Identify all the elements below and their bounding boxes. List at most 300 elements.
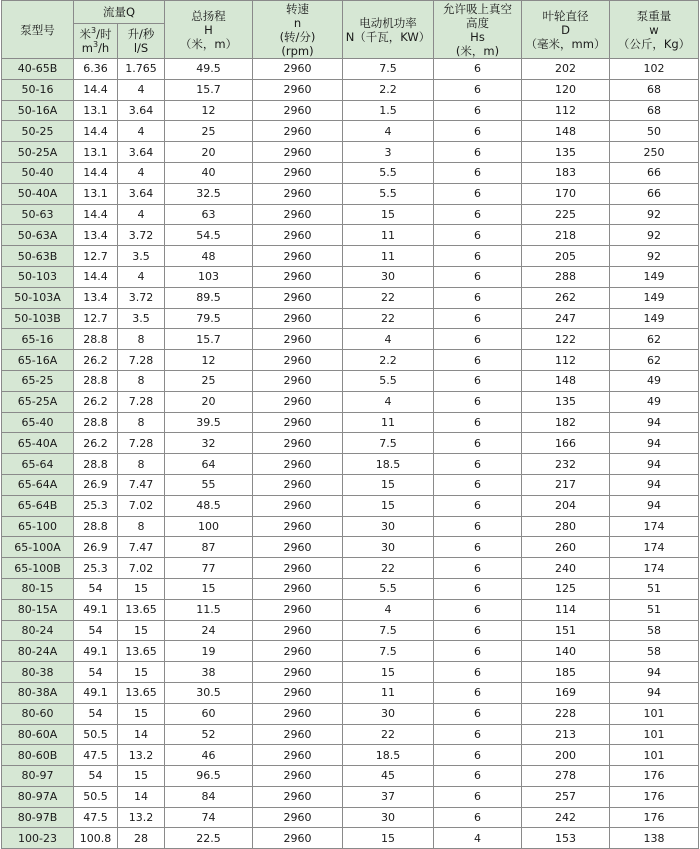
table-row bbox=[2, 225, 699, 246]
cell-model: 80-60 bbox=[2, 703, 74, 724]
cell-weight: 102 bbox=[610, 59, 699, 80]
cell-weight: 174 bbox=[610, 516, 699, 537]
cell-flow-ls: 7.47 bbox=[118, 537, 165, 558]
cell-speed: 2960 bbox=[253, 537, 343, 558]
cell-flow-m3h: 26.2 bbox=[74, 391, 118, 412]
table-row bbox=[2, 578, 699, 599]
cell-speed: 2960 bbox=[253, 59, 343, 80]
header-model bbox=[2, 1, 74, 59]
cell-suction: 6 bbox=[434, 474, 522, 495]
cell-suction: 6 bbox=[434, 766, 522, 787]
cell-flow-ls: 15 bbox=[118, 703, 165, 724]
cell-speed: 2960 bbox=[253, 266, 343, 287]
cell-flow-m3h: 12.7 bbox=[74, 308, 118, 329]
cell-head: 87 bbox=[165, 537, 253, 558]
cell-head: 89.5 bbox=[165, 287, 253, 308]
cell-head: 32 bbox=[165, 433, 253, 454]
cell-speed: 2960 bbox=[253, 766, 343, 787]
table-body bbox=[2, 59, 699, 849]
cell-head: 46 bbox=[165, 745, 253, 766]
cell-flow-m3h: 54 bbox=[74, 620, 118, 641]
cell-speed: 2960 bbox=[253, 641, 343, 662]
cell-model: 65-16A bbox=[2, 350, 74, 371]
cell-power: 18.5 bbox=[343, 745, 434, 766]
cell-impeller: 182 bbox=[522, 412, 610, 433]
cell-power: 30 bbox=[343, 266, 434, 287]
cell-power: 30 bbox=[343, 537, 434, 558]
header-flow-ls-cn: 升/秒 bbox=[127, 27, 155, 41]
cell-suction: 6 bbox=[434, 599, 522, 620]
cell-weight: 58 bbox=[610, 620, 699, 641]
cell-speed: 2960 bbox=[253, 474, 343, 495]
header-speed-unit-cn: (转/分) bbox=[279, 29, 316, 44]
cell-flow-m3h: 26.2 bbox=[74, 433, 118, 454]
cell-flow-ls: 4 bbox=[118, 121, 165, 142]
cell-flow-m3h: 47.5 bbox=[74, 745, 118, 766]
cell-impeller: 280 bbox=[522, 516, 610, 537]
cell-flow-m3h: 28.8 bbox=[74, 454, 118, 475]
table-row bbox=[2, 266, 699, 287]
cell-head: 22.5 bbox=[165, 828, 253, 849]
cell-impeller: 148 bbox=[522, 121, 610, 142]
cell-flow-ls: 4 bbox=[118, 266, 165, 287]
cell-weight: 176 bbox=[610, 807, 699, 828]
cell-suction: 6 bbox=[434, 537, 522, 558]
header-flow-m3h-en-unit: m bbox=[81, 41, 93, 55]
cell-flow-m3h: 54 bbox=[74, 662, 118, 683]
cell-suction: 6 bbox=[434, 641, 522, 662]
cell-weight: 101 bbox=[610, 745, 699, 766]
cell-power: 22 bbox=[343, 287, 434, 308]
cell-power: 30 bbox=[343, 807, 434, 828]
cell-weight: 250 bbox=[610, 142, 699, 163]
cell-head: 15 bbox=[165, 578, 253, 599]
cell-model: 65-25A bbox=[2, 391, 74, 412]
table-row bbox=[2, 558, 699, 579]
cell-head: 63 bbox=[165, 204, 253, 225]
cell-weight: 58 bbox=[610, 641, 699, 662]
cell-power: 45 bbox=[343, 766, 434, 787]
header-suction bbox=[434, 1, 522, 59]
cell-power: 5.5 bbox=[343, 370, 434, 391]
cell-power: 7.5 bbox=[343, 59, 434, 80]
cell-speed: 2960 bbox=[253, 370, 343, 391]
cell-speed: 2960 bbox=[253, 495, 343, 516]
cell-model: 65-64A bbox=[2, 474, 74, 495]
header-speed bbox=[253, 1, 343, 59]
cell-suction: 6 bbox=[434, 433, 522, 454]
cell-model: 50-63A bbox=[2, 225, 74, 246]
cell-flow-ls: 13.2 bbox=[118, 807, 165, 828]
cell-head: 25 bbox=[165, 121, 253, 142]
cell-speed: 2960 bbox=[253, 516, 343, 537]
cell-power: 15 bbox=[343, 662, 434, 683]
table-row bbox=[2, 59, 699, 80]
cell-head: 15.7 bbox=[165, 79, 253, 100]
cell-speed: 2960 bbox=[253, 391, 343, 412]
table-row bbox=[2, 495, 699, 516]
header-weight-unit: （公斤，Kg） bbox=[617, 36, 691, 51]
cell-head: 79.5 bbox=[165, 308, 253, 329]
cell-impeller: 200 bbox=[522, 745, 610, 766]
cell-suction: 6 bbox=[434, 724, 522, 745]
header-impeller bbox=[522, 1, 610, 59]
cell-flow-ls: 8 bbox=[118, 329, 165, 350]
cell-impeller: 228 bbox=[522, 703, 610, 724]
cell-model: 80-24 bbox=[2, 620, 74, 641]
cell-flow-m3h: 28.8 bbox=[74, 329, 118, 350]
cell-model: 80-15 bbox=[2, 578, 74, 599]
cell-weight: 62 bbox=[610, 350, 699, 371]
cell-flow-ls: 15 bbox=[118, 620, 165, 641]
cell-impeller: 140 bbox=[522, 641, 610, 662]
table-row bbox=[2, 433, 699, 454]
cell-speed: 2960 bbox=[253, 79, 343, 100]
cell-speed: 2960 bbox=[253, 599, 343, 620]
table-row bbox=[2, 786, 699, 807]
header-flow-m3h-cn-unit: 米 bbox=[79, 27, 92, 41]
cell-model: 65-16 bbox=[2, 329, 74, 350]
cell-model: 50-103B bbox=[2, 308, 74, 329]
header-suction-title: 允许吸上真空 bbox=[443, 1, 512, 16]
cell-head: 12 bbox=[165, 350, 253, 371]
cell-weight: 176 bbox=[610, 786, 699, 807]
cell-flow-m3h: 14.4 bbox=[74, 162, 118, 183]
cell-model: 65-40 bbox=[2, 412, 74, 433]
cell-impeller: 278 bbox=[522, 766, 610, 787]
cell-flow-m3h: 100.8 bbox=[74, 828, 118, 849]
cell-speed: 2960 bbox=[253, 745, 343, 766]
cell-power: 4 bbox=[343, 391, 434, 412]
cell-flow-ls: 3.5 bbox=[118, 308, 165, 329]
cell-flow-m3h: 26.2 bbox=[74, 350, 118, 371]
header-speed-symbol: n bbox=[293, 15, 302, 30]
cell-flow-m3h: 28.8 bbox=[74, 516, 118, 537]
cell-flow-m3h: 13.4 bbox=[74, 287, 118, 308]
table-row bbox=[2, 745, 699, 766]
table-row bbox=[2, 329, 699, 350]
cell-weight: 149 bbox=[610, 266, 699, 287]
cell-speed: 2960 bbox=[253, 786, 343, 807]
cell-head: 100 bbox=[165, 516, 253, 537]
cell-head: 12 bbox=[165, 100, 253, 121]
header-power-unit: N（千瓦，KW） bbox=[345, 29, 431, 44]
cell-power: 7.5 bbox=[343, 433, 434, 454]
cell-flow-ls: 3.5 bbox=[118, 246, 165, 267]
table-row bbox=[2, 516, 699, 537]
cell-power: 15 bbox=[343, 204, 434, 225]
cell-impeller: 122 bbox=[522, 329, 610, 350]
cell-flow-m3h: 49.1 bbox=[74, 641, 118, 662]
cell-head: 77 bbox=[165, 558, 253, 579]
cell-suction: 6 bbox=[434, 287, 522, 308]
cell-suction: 6 bbox=[434, 59, 522, 80]
cell-flow-m3h: 50.5 bbox=[74, 724, 118, 745]
header-model-label: 泵型号 bbox=[20, 22, 55, 37]
cell-flow-ls: 8 bbox=[118, 454, 165, 475]
cell-impeller: 112 bbox=[522, 350, 610, 371]
cell-suction: 6 bbox=[434, 370, 522, 391]
cell-model: 50-40 bbox=[2, 162, 74, 183]
cell-suction: 6 bbox=[434, 682, 522, 703]
cell-flow-m3h: 49.1 bbox=[74, 682, 118, 703]
table-row bbox=[2, 142, 699, 163]
cell-suction: 6 bbox=[434, 391, 522, 412]
cell-suction: 6 bbox=[434, 142, 522, 163]
cell-model: 80-60A bbox=[2, 724, 74, 745]
cell-model: 65-100 bbox=[2, 516, 74, 537]
cell-flow-m3h: 54 bbox=[74, 766, 118, 787]
cell-model: 80-38 bbox=[2, 662, 74, 683]
cell-speed: 2960 bbox=[253, 412, 343, 433]
cell-impeller: 240 bbox=[522, 558, 610, 579]
cell-power: 11 bbox=[343, 412, 434, 433]
cell-flow-ls: 7.28 bbox=[118, 433, 165, 454]
cell-weight: 138 bbox=[610, 828, 699, 849]
header-flow bbox=[74, 1, 165, 24]
cell-flow-ls: 8 bbox=[118, 370, 165, 391]
cell-power: 22 bbox=[343, 724, 434, 745]
header-weight-symbol: w bbox=[649, 22, 659, 37]
cell-flow-ls: 3.64 bbox=[118, 183, 165, 204]
cell-suction: 6 bbox=[434, 703, 522, 724]
cell-suction: 6 bbox=[434, 329, 522, 350]
cell-head: 84 bbox=[165, 786, 253, 807]
cell-power: 22 bbox=[343, 308, 434, 329]
cell-model: 50-25A bbox=[2, 142, 74, 163]
cell-flow-m3h: 12.7 bbox=[74, 246, 118, 267]
table-row bbox=[2, 370, 699, 391]
cell-weight: 51 bbox=[610, 578, 699, 599]
table-row bbox=[2, 412, 699, 433]
cell-model: 50-63 bbox=[2, 204, 74, 225]
cell-flow-ls: 13.65 bbox=[118, 599, 165, 620]
cell-flow-ls: 13.2 bbox=[118, 745, 165, 766]
header-flow-label: 流量Q bbox=[102, 5, 136, 19]
cell-weight: 68 bbox=[610, 79, 699, 100]
cell-weight: 62 bbox=[610, 329, 699, 350]
cell-power: 3 bbox=[343, 142, 434, 163]
header-impeller-title: 叶轮直径 bbox=[542, 8, 589, 23]
cell-speed: 2960 bbox=[253, 724, 343, 745]
cell-impeller: 262 bbox=[522, 287, 610, 308]
cell-weight: 94 bbox=[610, 454, 699, 475]
cell-power: 4 bbox=[343, 121, 434, 142]
table-row bbox=[2, 79, 699, 100]
cell-head: 49.5 bbox=[165, 59, 253, 80]
header-flow-m3h-cn-sup: 3 bbox=[91, 26, 97, 36]
table-row bbox=[2, 620, 699, 641]
cell-head: 55 bbox=[165, 474, 253, 495]
cell-flow-m3h: 13.1 bbox=[74, 142, 118, 163]
cell-flow-m3h: 54 bbox=[74, 578, 118, 599]
cell-speed: 2960 bbox=[253, 225, 343, 246]
cell-impeller: 112 bbox=[522, 100, 610, 121]
cell-impeller: 257 bbox=[522, 786, 610, 807]
header-suction-symbol: Hs bbox=[470, 29, 485, 44]
cell-model: 80-97B bbox=[2, 807, 74, 828]
cell-flow-m3h: 26.9 bbox=[74, 474, 118, 495]
cell-weight: 101 bbox=[610, 703, 699, 724]
cell-flow-ls: 13.65 bbox=[118, 682, 165, 703]
cell-impeller: 232 bbox=[522, 454, 610, 475]
cell-flow-ls: 14 bbox=[118, 724, 165, 745]
cell-power: 7.5 bbox=[343, 641, 434, 662]
cell-speed: 2960 bbox=[253, 703, 343, 724]
table-row bbox=[2, 537, 699, 558]
cell-suction: 6 bbox=[434, 454, 522, 475]
cell-weight: 149 bbox=[610, 287, 699, 308]
table-row bbox=[2, 724, 699, 745]
cell-flow-ls: 15 bbox=[118, 662, 165, 683]
cell-flow-m3h: 13.1 bbox=[74, 100, 118, 121]
cell-weight: 94 bbox=[610, 662, 699, 683]
cell-suction: 6 bbox=[434, 495, 522, 516]
cell-power: 11 bbox=[343, 246, 434, 267]
cell-impeller: 202 bbox=[522, 59, 610, 80]
cell-head: 20 bbox=[165, 142, 253, 163]
cell-weight: 174 bbox=[610, 537, 699, 558]
header-flow-m3h-cn bbox=[74, 27, 117, 41]
cell-head: 60 bbox=[165, 703, 253, 724]
cell-speed: 2960 bbox=[253, 433, 343, 454]
cell-flow-ls: 7.28 bbox=[118, 350, 165, 371]
table-row bbox=[2, 766, 699, 787]
cell-suction: 6 bbox=[434, 79, 522, 100]
header-power bbox=[343, 1, 434, 59]
cell-power: 18.5 bbox=[343, 454, 434, 475]
cell-speed: 2960 bbox=[253, 204, 343, 225]
cell-flow-m3h: 26.9 bbox=[74, 537, 118, 558]
cell-flow-ls: 14 bbox=[118, 786, 165, 807]
cell-power: 30 bbox=[343, 703, 434, 724]
cell-suction: 6 bbox=[434, 100, 522, 121]
cell-weight: 94 bbox=[610, 682, 699, 703]
cell-head: 24 bbox=[165, 620, 253, 641]
cell-flow-m3h: 13.1 bbox=[74, 183, 118, 204]
cell-impeller: 213 bbox=[522, 724, 610, 745]
cell-power: 5.5 bbox=[343, 578, 434, 599]
cell-weight: 174 bbox=[610, 558, 699, 579]
cell-flow-ls: 1.765 bbox=[118, 59, 165, 80]
table-row bbox=[2, 474, 699, 495]
cell-speed: 2960 bbox=[253, 662, 343, 683]
header-speed-title: 转速 bbox=[286, 1, 309, 16]
header-head-symbol: H bbox=[204, 22, 213, 37]
header-speed-unit: (rpm) bbox=[281, 43, 314, 58]
cell-power: 37 bbox=[343, 786, 434, 807]
cell-weight: 49 bbox=[610, 391, 699, 412]
table-row bbox=[2, 682, 699, 703]
cell-suction: 6 bbox=[434, 807, 522, 828]
table-row bbox=[2, 246, 699, 267]
cell-impeller: 169 bbox=[522, 682, 610, 703]
cell-speed: 2960 bbox=[253, 246, 343, 267]
cell-model: 50-103 bbox=[2, 266, 74, 287]
header-suction-title-2: 高度 bbox=[466, 15, 489, 30]
cell-head: 52 bbox=[165, 724, 253, 745]
cell-impeller: 225 bbox=[522, 204, 610, 225]
cell-speed: 2960 bbox=[253, 162, 343, 183]
header-head-unit: （米，m） bbox=[179, 36, 238, 51]
cell-flow-m3h: 14.4 bbox=[74, 266, 118, 287]
cell-head: 54.5 bbox=[165, 225, 253, 246]
cell-speed: 2960 bbox=[253, 308, 343, 329]
cell-flow-m3h: 47.5 bbox=[74, 807, 118, 828]
table-row bbox=[2, 391, 699, 412]
table-row bbox=[2, 641, 699, 662]
table-row bbox=[2, 807, 699, 828]
cell-suction: 6 bbox=[434, 558, 522, 579]
table-header bbox=[2, 1, 699, 59]
cell-power: 5.5 bbox=[343, 183, 434, 204]
pump-spec-table bbox=[1, 0, 699, 849]
cell-weight: 94 bbox=[610, 495, 699, 516]
cell-impeller: 153 bbox=[522, 828, 610, 849]
cell-flow-ls: 3.64 bbox=[118, 142, 165, 163]
cell-model: 65-64B bbox=[2, 495, 74, 516]
cell-model: 50-63B bbox=[2, 246, 74, 267]
cell-flow-m3h: 28.8 bbox=[74, 412, 118, 433]
cell-head: 25 bbox=[165, 370, 253, 391]
cell-impeller: 170 bbox=[522, 183, 610, 204]
cell-power: 1.5 bbox=[343, 100, 434, 121]
header-impeller-unit: （毫米，mm） bbox=[525, 36, 606, 51]
cell-power: 4 bbox=[343, 599, 434, 620]
cell-weight: 94 bbox=[610, 474, 699, 495]
cell-model: 50-16 bbox=[2, 79, 74, 100]
cell-suction: 6 bbox=[434, 412, 522, 433]
cell-flow-m3h: 13.4 bbox=[74, 225, 118, 246]
cell-impeller: 166 bbox=[522, 433, 610, 454]
cell-speed: 2960 bbox=[253, 454, 343, 475]
cell-suction: 6 bbox=[434, 308, 522, 329]
cell-head: 40 bbox=[165, 162, 253, 183]
cell-impeller: 218 bbox=[522, 225, 610, 246]
cell-suction: 6 bbox=[434, 662, 522, 683]
cell-speed: 2960 bbox=[253, 558, 343, 579]
cell-suction: 6 bbox=[434, 786, 522, 807]
cell-flow-ls: 4 bbox=[118, 204, 165, 225]
cell-flow-m3h: 54 bbox=[74, 703, 118, 724]
cell-impeller: 151 bbox=[522, 620, 610, 641]
cell-speed: 2960 bbox=[253, 828, 343, 849]
cell-flow-ls: 7.47 bbox=[118, 474, 165, 495]
cell-weight: 92 bbox=[610, 204, 699, 225]
cell-impeller: 247 bbox=[522, 308, 610, 329]
cell-weight: 176 bbox=[610, 766, 699, 787]
cell-model: 100-23 bbox=[2, 828, 74, 849]
cell-weight: 50 bbox=[610, 121, 699, 142]
header-suction-unit: (米，m) bbox=[455, 43, 500, 58]
cell-power: 11 bbox=[343, 225, 434, 246]
cell-speed: 2960 bbox=[253, 807, 343, 828]
cell-model: 80-15A bbox=[2, 599, 74, 620]
cell-speed: 2960 bbox=[253, 620, 343, 641]
cell-flow-m3h: 14.4 bbox=[74, 79, 118, 100]
cell-head: 74 bbox=[165, 807, 253, 828]
cell-flow-ls: 13.65 bbox=[118, 641, 165, 662]
cell-flow-m3h: 25.3 bbox=[74, 495, 118, 516]
cell-power: 2.2 bbox=[343, 350, 434, 371]
cell-suction: 6 bbox=[434, 578, 522, 599]
cell-flow-ls: 15 bbox=[118, 578, 165, 599]
cell-impeller: 135 bbox=[522, 391, 610, 412]
cell-weight: 51 bbox=[610, 599, 699, 620]
cell-weight: 101 bbox=[610, 724, 699, 745]
cell-flow-m3h: 49.1 bbox=[74, 599, 118, 620]
cell-flow-ls: 3.64 bbox=[118, 100, 165, 121]
